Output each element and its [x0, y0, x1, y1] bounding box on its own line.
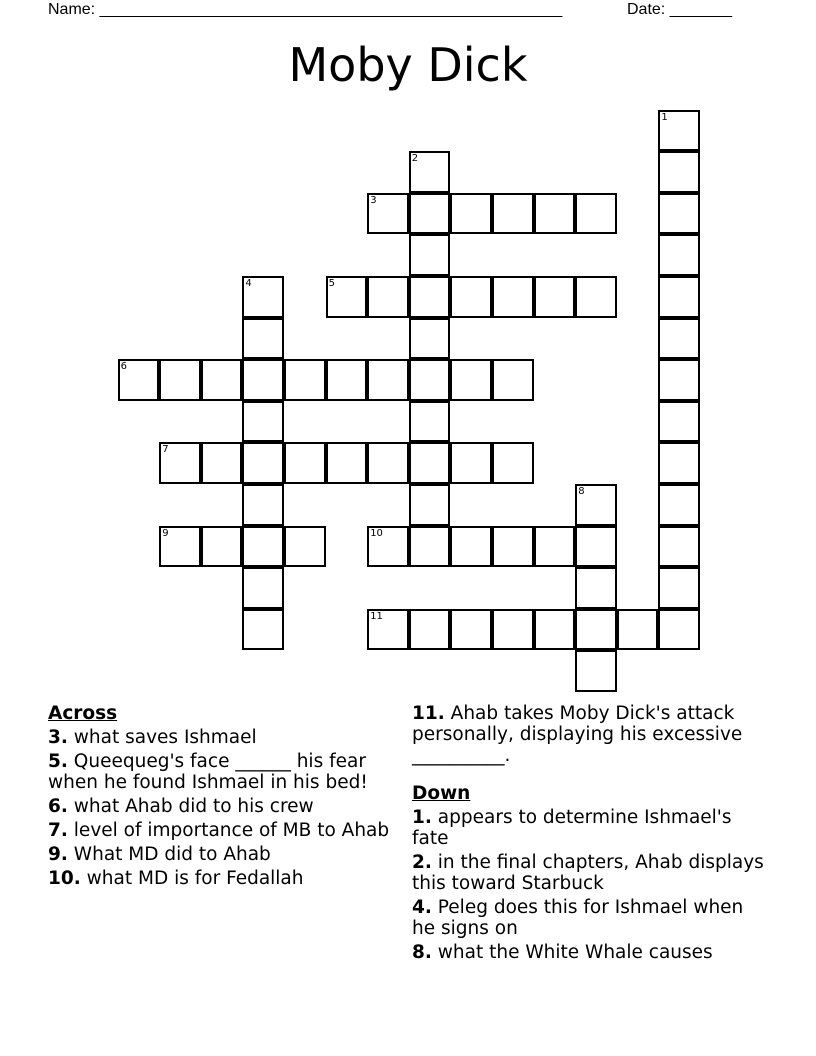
cell-number: 11	[370, 610, 383, 622]
grid-cell[interactable]	[575, 526, 617, 568]
grid-cell[interactable]	[367, 442, 409, 484]
cell-number: 10	[370, 527, 383, 539]
grid-cell[interactable]	[409, 359, 451, 401]
grid-cell[interactable]	[409, 526, 451, 568]
grid-cell[interactable]	[326, 276, 368, 318]
grid-cell[interactable]	[242, 442, 284, 484]
clue-item	[48, 751, 393, 793]
clue-number: 11.	[412, 703, 445, 724]
grid-cell[interactable]	[658, 318, 700, 360]
clue-number: 8.	[412, 942, 432, 963]
grid-cell[interactable]	[658, 151, 700, 193]
grid-cell[interactable]	[658, 442, 700, 484]
clue-item	[412, 852, 772, 894]
grid-cell[interactable]	[367, 526, 409, 568]
grid-cell[interactable]	[450, 442, 492, 484]
grid-cell[interactable]	[492, 276, 534, 318]
grid-cell[interactable]	[575, 193, 617, 235]
grid-cell[interactable]	[492, 609, 534, 651]
clue-number: 3.	[48, 727, 68, 748]
grid-cell[interactable]	[534, 609, 576, 651]
grid-cell[interactable]	[284, 526, 326, 568]
cell-number: 4	[245, 278, 252, 289]
clue-text: what MD is for Fedallah	[86, 868, 304, 889]
clue-item	[412, 703, 772, 766]
grid-cell[interactable]	[575, 567, 617, 609]
grid-cell[interactable]	[658, 110, 700, 152]
grid-cell[interactable]	[242, 276, 284, 318]
grid-cell[interactable]	[492, 442, 534, 484]
grid-cell[interactable]	[242, 359, 284, 401]
clue-number: 5.	[48, 751, 68, 772]
clue-item	[412, 807, 772, 849]
grid-cell[interactable]	[367, 359, 409, 401]
grid-cell[interactable]	[409, 276, 451, 318]
grid-cell[interactable]	[242, 567, 284, 609]
down-heading: Down	[412, 783, 471, 804]
grid-cell[interactable]	[326, 359, 368, 401]
grid-cell[interactable]	[242, 526, 284, 568]
grid-cell[interactable]	[367, 609, 409, 651]
grid-cell[interactable]	[534, 193, 576, 235]
page-title: Moby Dick	[288, 38, 528, 92]
grid-cell[interactable]	[201, 442, 243, 484]
grid-cell[interactable]	[534, 526, 576, 568]
grid-cell[interactable]	[658, 401, 700, 443]
clue-text: in the final chapters, Ahab displays this toward Starbuck	[412, 852, 764, 894]
grid-cell[interactable]	[658, 359, 700, 401]
date-field-label: Date: _______	[627, 1, 732, 18]
grid-cell[interactable]	[242, 484, 284, 526]
clue-item	[48, 820, 393, 841]
clue-text: Ahab takes Moby Dick's attack personally, displaying his excessive __________.	[412, 703, 743, 766]
clue-item	[48, 796, 393, 817]
grid-cell[interactable]	[159, 442, 201, 484]
grid-cell[interactable]	[617, 609, 659, 651]
grid-cell[interactable]	[284, 442, 326, 484]
grid-cell[interactable]	[409, 151, 451, 193]
clue-number: 6.	[48, 796, 68, 817]
grid-cell[interactable]	[367, 193, 409, 235]
grid-cell[interactable]	[450, 276, 492, 318]
grid-cell[interactable]	[409, 193, 451, 235]
clue-number: 7.	[48, 820, 68, 841]
across-heading: Across	[48, 703, 118, 724]
clue-item	[48, 868, 393, 889]
grid-cell[interactable]	[409, 318, 451, 360]
cell-number: 7	[162, 444, 169, 456]
clue-text: What MD did to Ahab	[73, 844, 271, 865]
cell-number: 8	[578, 486, 585, 497]
clue-number: 1.	[412, 807, 432, 828]
cell-number: 1	[661, 111, 668, 123]
grid-cell[interactable]	[284, 359, 326, 401]
across-clues	[48, 703, 393, 892]
grid-cell[interactable]	[492, 526, 534, 568]
clue-text: what Ahab did to his crew	[73, 796, 314, 817]
grid-cell[interactable]	[658, 609, 700, 651]
grid-cell[interactable]	[658, 567, 700, 609]
clue-number: 2.	[412, 852, 432, 873]
name-field-label: Name: ____________________________________________________	[48, 1, 563, 18]
grid-cell[interactable]	[492, 359, 534, 401]
clue-text: Peleg does this for Ishmael when he signs on	[412, 897, 744, 939]
grid-cell[interactable]	[326, 442, 368, 484]
clue-text: what the White Whale causes	[437, 942, 713, 963]
grid-cell[interactable]	[409, 442, 451, 484]
grid-cell[interactable]	[534, 276, 576, 318]
grid-cell[interactable]	[575, 650, 617, 692]
clue-item	[412, 897, 772, 939]
grid-cell[interactable]	[492, 193, 534, 235]
clue-number: 10.	[48, 868, 81, 889]
clue-number: 9.	[48, 844, 68, 865]
grid-cell[interactable]	[658, 193, 700, 235]
clue-text: Queequeg's face ______ his fear when he found Ishmael in his bed!	[48, 751, 368, 793]
grid-cell[interactable]	[242, 401, 284, 443]
grid-cell[interactable]	[409, 234, 451, 276]
grid-cell[interactable]	[242, 609, 284, 651]
grid-cell[interactable]	[450, 193, 492, 235]
grid-cell[interactable]	[575, 276, 617, 318]
clue-text: what saves Ishmael	[73, 727, 257, 748]
clue-item	[48, 727, 393, 748]
grid-cell[interactable]	[658, 276, 700, 318]
grid-cell[interactable]	[201, 526, 243, 568]
grid-cell[interactable]	[658, 484, 700, 526]
clue-item	[48, 844, 393, 865]
grid-cell[interactable]	[658, 526, 700, 568]
cell-number: 3	[370, 194, 377, 206]
grid-cell[interactable]	[658, 234, 700, 276]
grid-cell[interactable]	[575, 609, 617, 651]
grid-cell[interactable]	[450, 609, 492, 651]
grid-cell[interactable]	[242, 318, 284, 360]
clue-text: appears to determine Ishmael's fate	[412, 807, 732, 849]
grid-cell[interactable]	[409, 484, 451, 526]
cell-number: 9	[162, 527, 169, 539]
grid-cell[interactable]	[367, 276, 409, 318]
grid-cell[interactable]	[159, 526, 201, 568]
grid-cell[interactable]	[450, 359, 492, 401]
clue-number: 4.	[412, 897, 432, 918]
right-clue-column	[412, 703, 772, 966]
cell-number: 2	[411, 153, 419, 165]
clue-item	[412, 942, 772, 963]
clue-text: level of importance of MB to Ahab	[73, 820, 390, 841]
cell-number: 6	[120, 361, 127, 373]
grid-cell[interactable]	[201, 359, 243, 401]
grid-cell[interactable]	[450, 526, 492, 568]
cell-number: 5	[328, 278, 335, 289]
grid-cell[interactable]	[575, 484, 617, 526]
grid-cell[interactable]	[159, 359, 201, 401]
grid-cell[interactable]	[118, 359, 160, 401]
grid-cell[interactable]	[409, 609, 451, 651]
grid-cell[interactable]	[409, 401, 451, 443]
